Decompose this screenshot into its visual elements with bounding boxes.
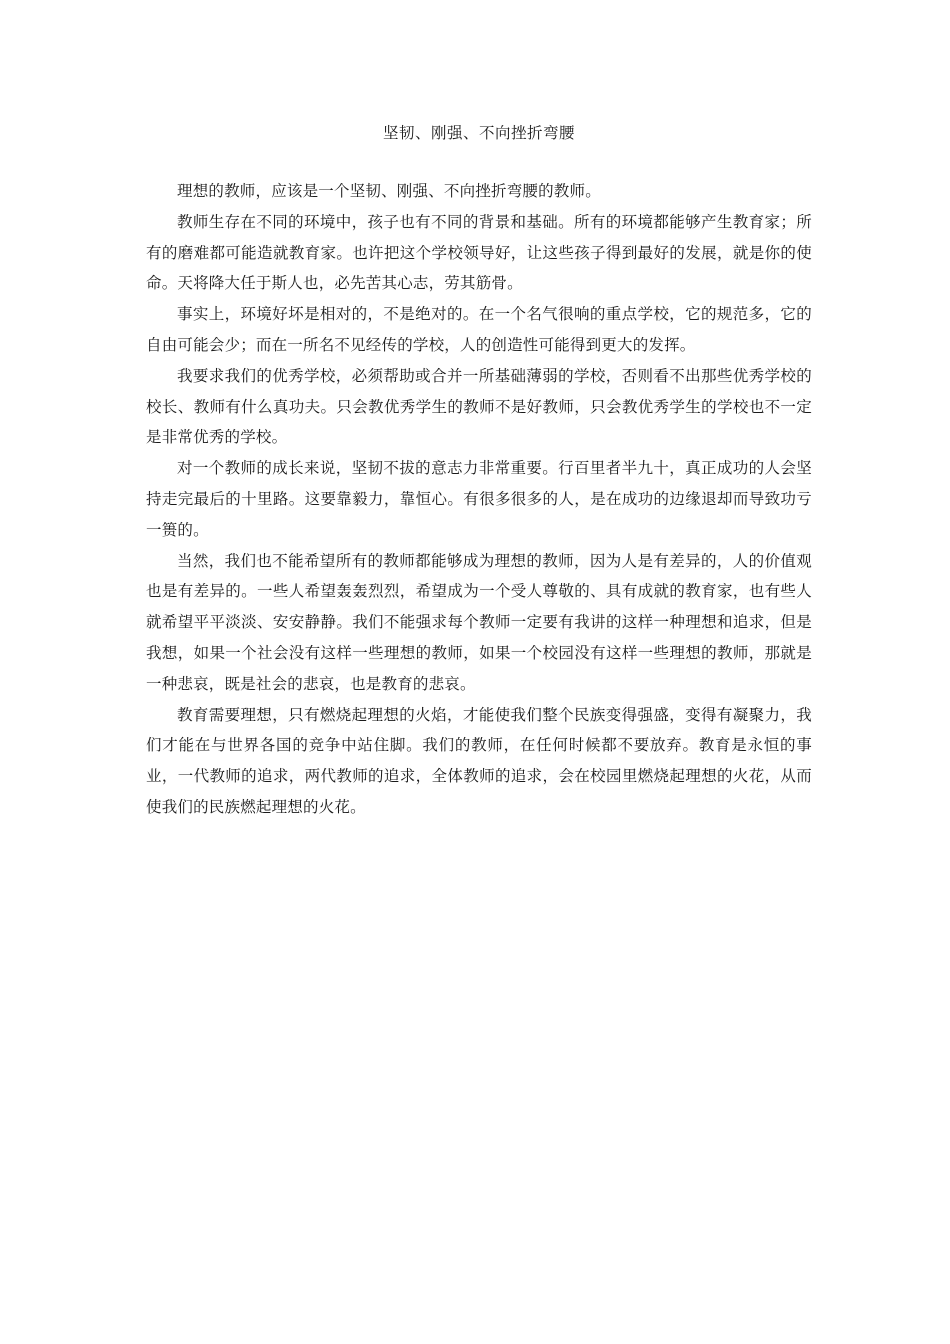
paragraph-7: 教育需要理想，只有燃烧起理想的火焰，才能使我们整个民族变得强盛，变得有凝聚力，我们才能在与世界各国的竞争中站住脚。我们的教师，在任何时候都不要放弃。教育是永恒的事业，一代教师的追求，两代教师的追求，全体教师的追求，会在校园里燃烧起理想的火花，从而使我们的民族燃起理想的火花。 <box>146 705 812 816</box>
document-title: 坚韧、刚强、不向挫折弯腰 <box>382 124 575 142</box>
paragraph-3: 事实上，环境好坏是相对的，不是绝对的。在一个名气很响的重点学校，它的规范多，它的自由可能会少；而在一所名不见经传的学校，人的创造性可能得到更大的发挥。 <box>146 305 812 354</box>
document-page <box>146 118 812 823</box>
paragraph-1: 理想的教师，应该是一个坚韧、刚强、不向挫折弯腰的教师。 <box>177 182 601 200</box>
paragraph-2: 教师生存在不同的环境中，孩子也有不同的背景和基础。所有的环境都能够产生教育家；所有的磨难都可能造就教育家。也许把这个学校领导好，让这些孩子得到最好的发展，就是你的使命。天将降大任于斯人也，必先苦其心志，劳其筋骨。 <box>146 212 812 293</box>
paragraph-5: 对一个教师的成长来说，坚韧不拔的意志力非常重要。行百里者半九十，真正成功的人会坚持走完最后的十里路。这要靠毅力，靠恒心。有很多很多的人，是在成功的边缘退却而导致功亏一篑的。 <box>146 459 812 539</box>
paragraph-6: 当然，我们也不能希望所有的教师都能够成为理想的教师，因为人是有差异的，人的价值观也是有差异的。一些人希望轰轰烈烈，希望成为一个受人尊敬的、具有成就的教育家，也有些人就希望平平淡淡、安安静静。我们不能强求每个教师一定要有我讲的这样一种理想和追求，但是我想，如果一个社会没有这样一些理想的教师，如果一个校园没有这样一些理想的教师，那就是一种悲哀，既是社会的悲哀，也是教育的悲哀。 <box>146 551 812 693</box>
paragraph-4: 我要求我们的优秀学校，必须帮助或合并一所基础薄弱的学校，否则看不出那些优秀学校的校长、教师有什么真功夫。只会教优秀学生的教师不是好教师，只会教优秀学生的学校也不一定是非常优秀的学校。 <box>146 366 812 447</box>
